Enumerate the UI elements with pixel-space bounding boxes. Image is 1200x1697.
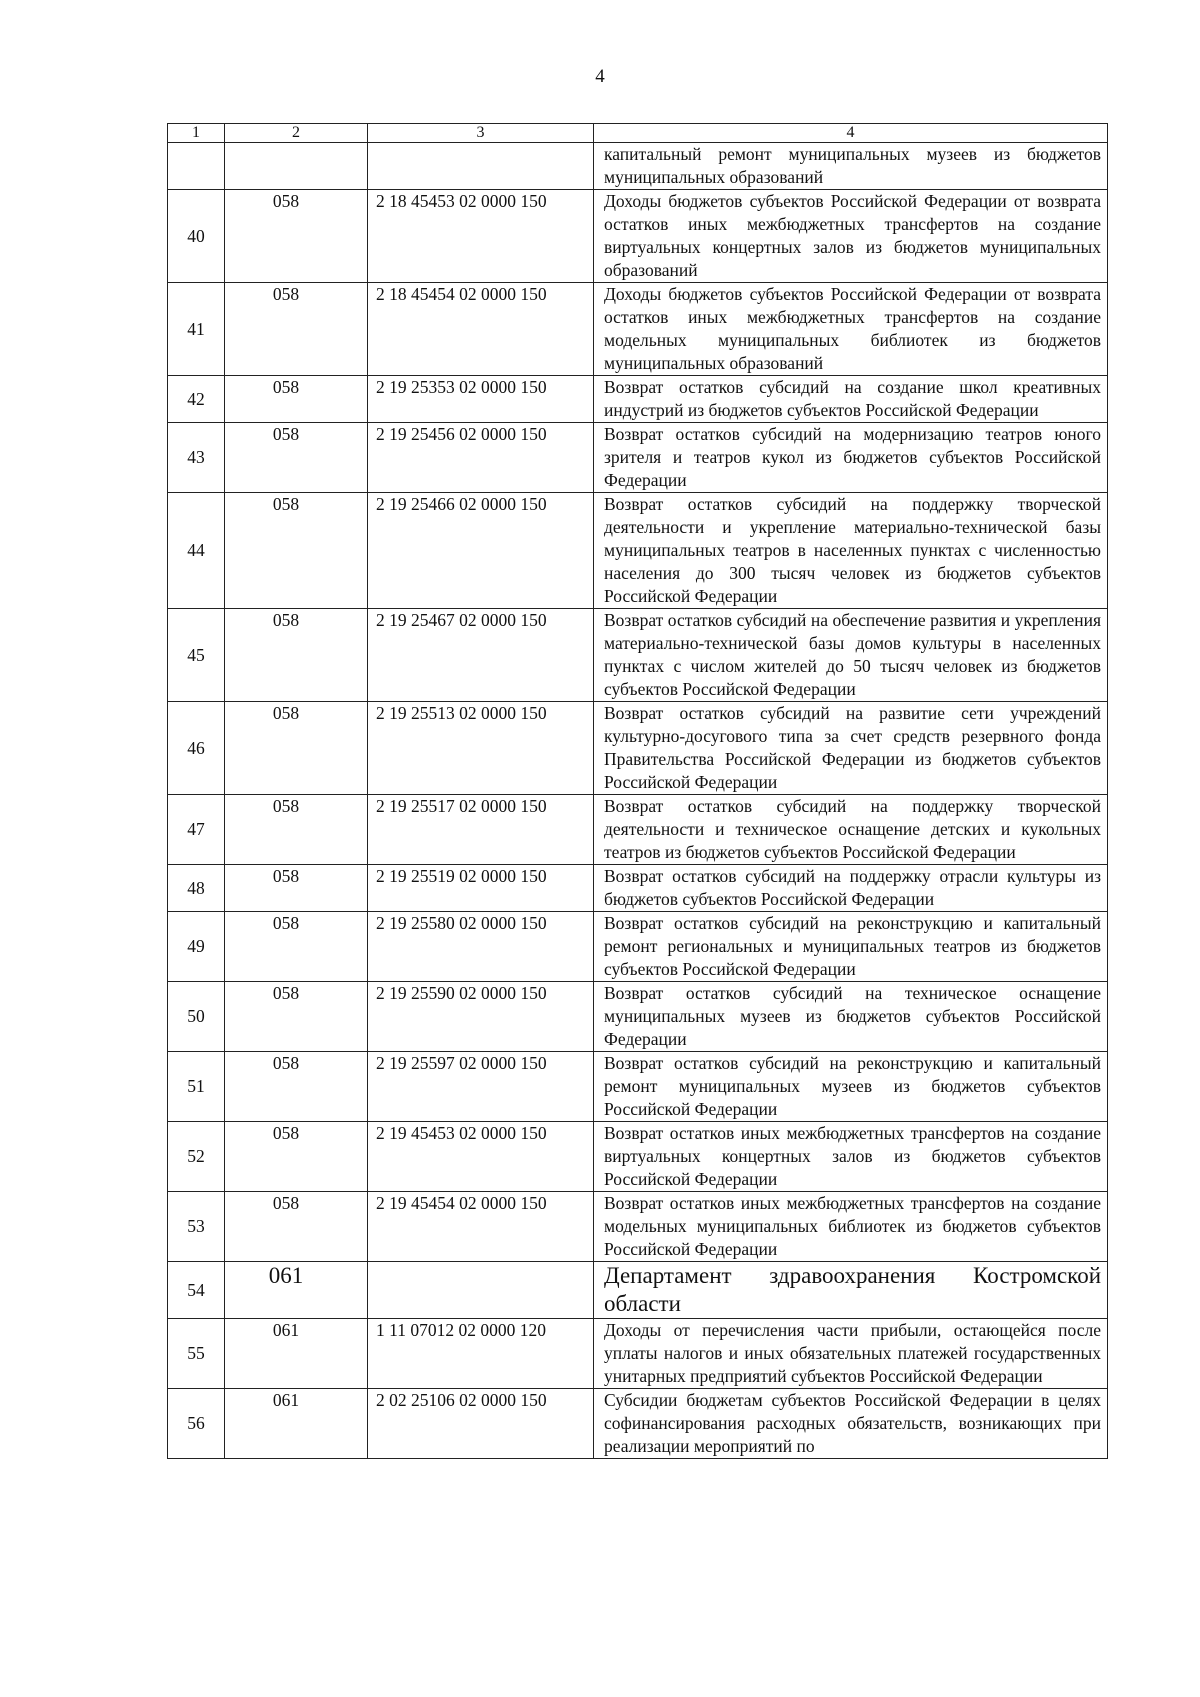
table-row	[168, 702, 1108, 795]
row-number-cell: 44	[168, 493, 225, 609]
budget-code-cell: 2 19 45453 02 0000 150	[368, 1122, 594, 1192]
admin-code-cell	[225, 143, 368, 190]
row-number-cell: 51	[168, 1052, 225, 1122]
admin-code-cell: 061	[225, 1319, 368, 1389]
admin-code-cell: 058	[225, 702, 368, 795]
column-header: 2	[225, 124, 368, 143]
table-row	[168, 865, 1108, 912]
admin-code-cell: 058	[225, 493, 368, 609]
budget-code-cell: 2 19 25466 02 0000 150	[368, 493, 594, 609]
department-heading-row	[168, 1262, 1108, 1319]
column-header: 4	[594, 124, 1108, 143]
table-row	[168, 1192, 1108, 1262]
row-number-cell: 42	[168, 376, 225, 423]
description-cell: Возврат остатков иных межбюджетных трансфертов на создание модельных муниципальных библиотек из бюджетов субъектов Российской Федерации	[594, 1192, 1108, 1262]
row-number-cell: 54	[168, 1262, 225, 1319]
description-cell: Доходы от перечисления части прибыли, остающейся после уплаты налогов и иных обязательных платежей государственных унитарных предприятий субъектов Российской Федерации	[594, 1319, 1108, 1389]
column-header: 1	[168, 124, 225, 143]
table-row	[168, 982, 1108, 1052]
table-header-row	[168, 124, 1108, 143]
row-number-cell: 46	[168, 702, 225, 795]
table-row	[168, 376, 1108, 423]
budget-code-cell: 2 19 25353 02 0000 150	[368, 376, 594, 423]
description-cell: Возврат остатков субсидий на поддержку отрасли культуры из бюджетов субъектов Российской Федерации	[594, 865, 1108, 912]
row-number-cell: 52	[168, 1122, 225, 1192]
budget-code-cell: 2 19 25513 02 0000 150	[368, 702, 594, 795]
admin-code-cell: 058	[225, 283, 368, 376]
table-row	[168, 795, 1108, 865]
budget-code-cell: 2 19 25456 02 0000 150	[368, 423, 594, 493]
budget-code-cell	[368, 143, 594, 190]
description-cell: Доходы бюджетов субъектов Российской Федерации от возврата остатков иных межбюджетных трансфертов на создание модельных муниципальных библиотек из бюджетов муниципальных образований	[594, 283, 1108, 376]
row-number-cell: 55	[168, 1319, 225, 1389]
budget-code-cell: 2 19 25467 02 0000 150	[368, 609, 594, 702]
table-row	[168, 1052, 1108, 1122]
row-number-cell: 56	[168, 1389, 225, 1459]
description-cell: капитальный ремонт муниципальных музеев из бюджетов муниципальных образований	[594, 143, 1108, 190]
column-header: 3	[368, 124, 594, 143]
row-number-cell: 41	[168, 283, 225, 376]
description-cell: Субсидии бюджетам субъектов Российской Федерации в целях софинансирования расходных обязательств, возникающих при реализации мероприятий по	[594, 1389, 1108, 1459]
admin-code-cell: 061	[225, 1262, 368, 1319]
budget-code-cell: 2 18 45454 02 0000 150	[368, 283, 594, 376]
table-row	[168, 1389, 1108, 1459]
admin-code-cell: 058	[225, 1192, 368, 1262]
budget-code-cell: 2 19 25519 02 0000 150	[368, 865, 594, 912]
description-cell: Доходы бюджетов субъектов Российской Федерации от возврата остатков иных межбюджетных трансфертов на создание виртуальных концертных залов из бюджетов муниципальных образований	[594, 190, 1108, 283]
description-cell: Возврат остатков субсидий на техническое оснащение муниципальных музеев из бюджетов субъектов Российской Федерации	[594, 982, 1108, 1052]
admin-code-cell: 058	[225, 865, 368, 912]
description-cell: Возврат остатков иных межбюджетных трансфертов на создание виртуальных концертных залов из бюджетов субъектов Российской Федерации	[594, 1122, 1108, 1192]
table-row	[168, 912, 1108, 982]
row-number-cell: 48	[168, 865, 225, 912]
table-row	[168, 283, 1108, 376]
budget-code-cell	[368, 1262, 594, 1319]
admin-code-cell: 058	[225, 1052, 368, 1122]
row-number-cell	[168, 143, 225, 190]
budget-code-cell: 2 19 25580 02 0000 150	[368, 912, 594, 982]
budget-code-cell: 2 19 25517 02 0000 150	[368, 795, 594, 865]
description-cell: Возврат остатков субсидий на поддержку творческой деятельности и укрепление материально-технической базы муниципальных театров в населенных пунктах с численностью населения до 300 тысяч человек из бюджетов субъектов Российской Федерации	[594, 493, 1108, 609]
row-number-cell: 53	[168, 1192, 225, 1262]
department-name-cell: Департамент здравоохранения Костромской области	[594, 1262, 1108, 1319]
description-cell: Возврат остатков субсидий на обеспечение развития и укрепления материально-технической базы домов культуры в населенных пунктах с числом жителей до 50 тысяч человек из бюджетов субъектов Российской Федерации	[594, 609, 1108, 702]
admin-code-cell: 058	[225, 982, 368, 1052]
table-row	[168, 1319, 1108, 1389]
table-row	[168, 493, 1108, 609]
admin-code-cell: 058	[225, 912, 368, 982]
table-row	[168, 423, 1108, 493]
table-row	[168, 609, 1108, 702]
description-cell: Возврат остатков субсидий на развитие сети учреждений культурно-досугового типа за счет средств резервного фонда Правительства Российской Федерации из бюджетов субъектов Российской Федерации	[594, 702, 1108, 795]
admin-code-cell: 058	[225, 423, 368, 493]
admin-code-cell: 058	[225, 795, 368, 865]
budget-code-cell: 2 19 25590 02 0000 150	[368, 982, 594, 1052]
description-cell: Возврат остатков субсидий на создание школ креативных индустрий из бюджетов субъектов Российской Федерации	[594, 376, 1108, 423]
budget-code-cell: 2 19 45454 02 0000 150	[368, 1192, 594, 1262]
budget-codes-table	[167, 123, 1108, 1459]
description-cell: Возврат остатков субсидий на модернизацию театров юного зрителя и театров кукол из бюджетов субъектов Российской Федерации	[594, 423, 1108, 493]
admin-code-cell: 058	[225, 1122, 368, 1192]
row-number-cell: 45	[168, 609, 225, 702]
admin-code-cell: 058	[225, 376, 368, 423]
budget-code-cell: 2 19 25597 02 0000 150	[368, 1052, 594, 1122]
table-row	[168, 1122, 1108, 1192]
table-row	[168, 190, 1108, 283]
row-number-cell: 40	[168, 190, 225, 283]
row-number-cell: 43	[168, 423, 225, 493]
budget-code-cell: 1 11 07012 02 0000 120	[368, 1319, 594, 1389]
continuation-row	[168, 143, 1108, 190]
admin-code-cell: 058	[225, 190, 368, 283]
row-number-cell: 49	[168, 912, 225, 982]
admin-code-cell: 058	[225, 609, 368, 702]
row-number-cell: 47	[168, 795, 225, 865]
page-number: 4	[595, 66, 605, 87]
description-cell: Возврат остатков субсидий на реконструкцию и капитальный ремонт региональных и муниципальных театров из бюджетов субъектов Российской Федерации	[594, 912, 1108, 982]
budget-code-cell: 2 02 25106 02 0000 150	[368, 1389, 594, 1459]
row-number-cell: 50	[168, 982, 225, 1052]
admin-code-cell: 061	[225, 1389, 368, 1459]
budget-code-cell: 2 18 45453 02 0000 150	[368, 190, 594, 283]
description-cell: Возврат остатков субсидий на поддержку творческой деятельности и техническое оснащение детских и кукольных театров из бюджетов субъектов Российской Федерации	[594, 795, 1108, 865]
description-cell: Возврат остатков субсидий на реконструкцию и капитальный ремонт муниципальных музеев из бюджетов субъектов Российской Федерации	[594, 1052, 1108, 1122]
